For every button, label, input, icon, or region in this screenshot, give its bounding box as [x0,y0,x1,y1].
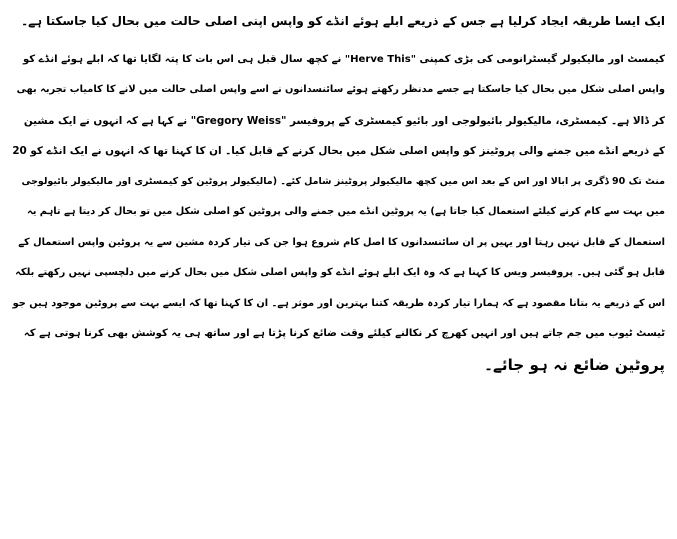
text-line: استعمال کے قابل نہیں رہتا اور یہیں پر ان سائنسدانوں کا اصل کام شروع ہوا جن کی تیار کردہ مشین سے یہ پروٹین واپس استعمال کے [18,236,665,248]
text-line: کے ذریعے انڈے میں جمنے والی پروٹینز کو واپس اصلی شکل میں بحال کرنے کے قابل کیا۔ ان کا کہنا تھا کہ انہوں نے ایک انڈے کو 20 [12,145,665,157]
intro-paragraph [12,6,665,37]
text-line: ٹیسٹ ٹیوب میں جم جاتے ہیں اور انہیں کھرچ کر نکالنے کیلئے وقت ضائع کرنا پڑتا ہے اور ساتھ ہی یہ کوشش بھی کرنا ہوتی ہے کہ [23,328,665,339]
text-line: واپس اصلی شکل میں بحال کیا جاسکتا ہے جسے مدنظر رکھتے ہوئے سائنسدانوں نے اسے واپس اصلی حالت میں لانے کا کامیاب تجربہ بھی [16,84,665,95]
text-line: ایک ایسا طریقہ ایجاد کرلیا ہے جس کے ذریعے ابلے ہوئے انڈے کو واپس اپنی اصلی حالت میں بحال کیا جاسکتا ہے۔ [21,14,665,28]
text-line: اس کے ذریعے یہ بتانا مقصود ہے کہ ہمارا تیار کردہ طریقہ کتنا بہترین اور موثر ہے۔ ان کا کہنا تھا کہ ایسے بہت سے پروٹین موجود ہیں جو [12,297,665,309]
text-line: کر ڈالا ہے۔ کیمسٹری، مالیکیولر بائیولوجی اور بائیو کیمسٹری کے پروفیسر "Gregory Weiss" نے کہا ہے کہ انہوں نے ایک مشین [23,114,665,127]
text-line: پروٹین ضائع نہ ہو جائے۔ [484,355,665,374]
text-line: میں بہت سے کام کرنے کیلئے استعمال کیا جاتا ہے) یہ پروٹین انڈے میں جمنے والی پروٹین کو اصلی شکل میں تو بحال کر دیتا ہے تاہم یہ [26,206,665,217]
text-line: کیمسٹ اور مالیکیولر گیسٹرانومی کی بڑی کمپنی "Herve This" نے کچھ سال قبل ہی اس بات کا پتہ لگایا تھا کہ ابلے ہوئے انڈے کو [22,53,665,65]
text-line: منٹ تک 90 ڈگری پر ابالا اور اس کے بعد اس میں کچھ مالیکیولر پروٹینز شامل کئے۔ (مالیکیولر پروٹین کو کیمسٹری اور مالیکیولر بائیولوجی [21,175,665,187]
body-paragraph [12,45,665,381]
text-line: قابل ہو گئی ہیں۔ پروفیسر ویس کا کہنا ہے کہ وہ ایک ابلے ہوئے انڈے کو واپس اصلی شکل میں بحال کرنے میں دلچسپی نہیں رکھتے بلکہ [15,267,665,278]
